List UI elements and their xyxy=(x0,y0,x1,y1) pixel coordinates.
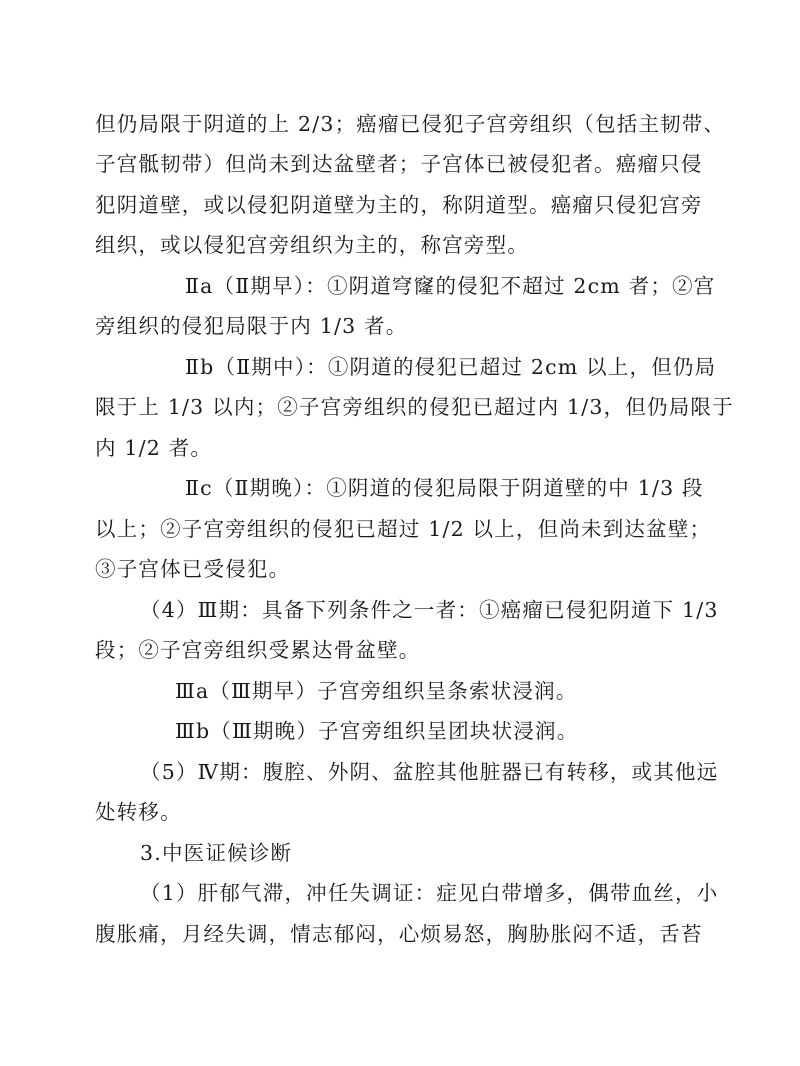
section-heading: 3.中医证候诊断 xyxy=(140,841,293,865)
text-line: 内 1/2 者。 xyxy=(95,436,213,460)
text-line: 腹胀痛，月经失调，情志郁闷，心烦易怒，胸胁胀闷不适，舌苔 xyxy=(95,922,703,946)
text-line: 子宫骶韧带）但尚未到达盆壁者；子宫体已被侵犯者。癌瘤只侵 xyxy=(95,152,703,176)
text-line: 犯阴道壁，或以侵犯阴道壁为主的，称阴道型。癌瘤只侵犯宫旁 xyxy=(95,193,703,217)
text-line: 以上；②子宫旁组织的侵犯已超过 1/2 以上，但尚未到达盆壁； xyxy=(95,517,712,541)
text-line: 但仍局限于阴道的上 2/3；癌瘤已侵犯子宫旁组织（包括主韧带、 xyxy=(95,112,726,136)
text-line: 处转移。 xyxy=(95,800,182,824)
text-line: （4）Ⅲ期：具备下列条件之一者：①癌瘤已侵犯阴道下 1/3 xyxy=(140,598,719,622)
text-line: Ⅲb（Ⅲ期晚）子宫旁组织呈团块状浸润。 xyxy=(175,719,579,743)
text-line: Ⅱc（Ⅱ期晚）：①阴道的侵犯局限于阴道壁的中 1/3 段 xyxy=(185,476,704,500)
text-line: 旁组织的侵犯局限于内 1/3 者。 xyxy=(95,314,408,338)
text-line: Ⅱa（Ⅱ期早）：①阴道穹窿的侵犯不超过 2cm 者；②宫 xyxy=(185,274,716,298)
text-line: （1）肝郁气滞，冲任失调证：症见白带增多，偶带血丝，小 xyxy=(140,881,719,905)
text-line: Ⅲa（Ⅲ期早）子宫旁组织呈条索状浸润。 xyxy=(175,679,578,703)
text-line: （5）Ⅳ期：腹腔、外阴、盆腔其他脏器已有转移，或其他远 xyxy=(140,760,719,784)
text-line: 限于上 1/3 以内；②子宫旁组织的侵犯已超过内 1/3，但仍局限于 xyxy=(95,395,734,419)
text-line: ③子宫体已受侵犯。 xyxy=(95,557,291,581)
text-line: 段；②子宫旁组织受累达骨盆壁。 xyxy=(95,638,421,662)
text-line: Ⅱb（Ⅱ期中）：①阴道的侵犯已超过 2cm 以上，但仍局 xyxy=(185,355,717,379)
text-line: 组织，或以侵犯宫旁组织为主的，称宫旁型。 xyxy=(95,233,529,257)
